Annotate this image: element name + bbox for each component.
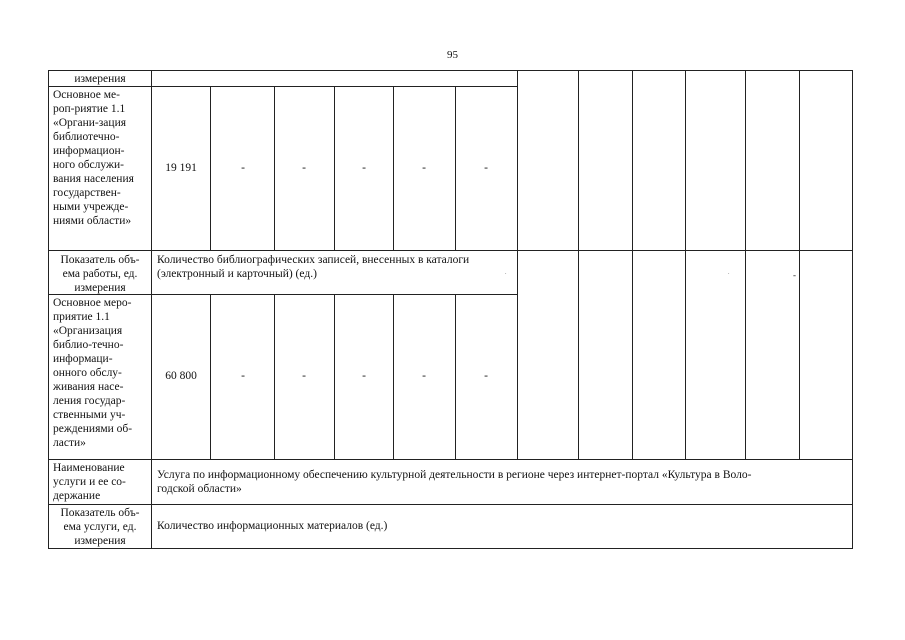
stray-mark: . bbox=[505, 270, 507, 276]
service-volume-text: Количество информационных материалов (ед.) bbox=[157, 520, 388, 532]
activity-1-dash: - bbox=[484, 162, 488, 174]
activity-1-dash: - bbox=[241, 162, 245, 174]
activity-2-dash: - bbox=[302, 370, 306, 382]
page-number: 95 bbox=[447, 49, 458, 61]
activity-1-value: 19 191 bbox=[165, 162, 197, 174]
activity-2-label: Основное меро- приятие 1.1 «Организация библио-течно- информаци- онного обслу- живания насе- ления государ- ственными уч- реждениями об- ласти» bbox=[53, 297, 133, 449]
indicator-label: Показатель объ- ема работы, ед. измерения bbox=[60, 254, 140, 294]
activity-1-dash: - bbox=[422, 162, 426, 174]
service-name-text: Услуга по информационному обеспечению культурной деятельности в регионе через интернет-портал «Культура в Воло- годской области» bbox=[157, 469, 752, 495]
stray-mark: . bbox=[728, 270, 730, 276]
activity-2-dash: - bbox=[241, 370, 245, 382]
activity-2-dash: - bbox=[422, 370, 426, 382]
indicator-text: Количество библиографических записей, внесенных в каталоги (электронный и карточный) (ед.) bbox=[157, 254, 470, 280]
activity-1-dash: - bbox=[302, 162, 306, 174]
service-volume-label: Показатель объ- ема услуги, ед. измерения bbox=[60, 507, 140, 547]
activity-2-dash: - bbox=[484, 370, 488, 382]
service-name-label: Наименование услуги и ее со- держание bbox=[53, 462, 126, 502]
stray-mark: - bbox=[793, 270, 796, 280]
unit-label-tail: измерения bbox=[74, 73, 126, 85]
activity-2-value: 60 800 bbox=[165, 370, 197, 382]
activity-1-label: Основное ме- роп-риятие 1.1 «Органи-зация библиотечно- информацион- ного обслужи- вания населения государствен- ными учрежде- ниями области» bbox=[53, 89, 134, 227]
activity-2-dash: - bbox=[362, 370, 366, 382]
activity-1-dash: - bbox=[362, 162, 366, 174]
